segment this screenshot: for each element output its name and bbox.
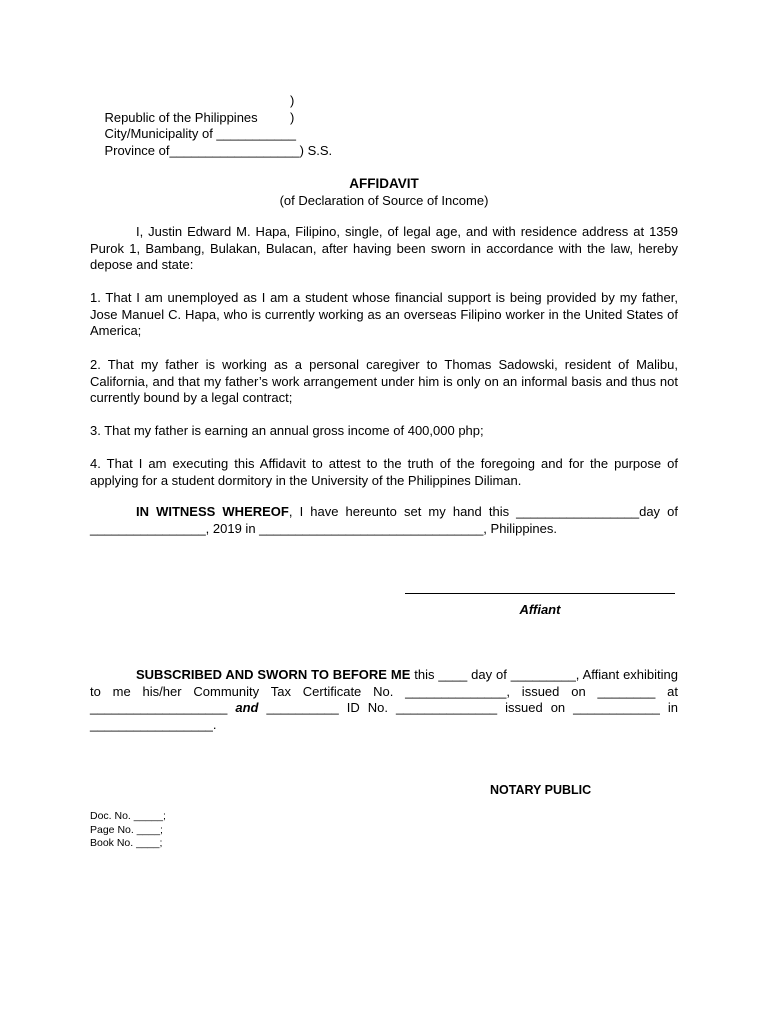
statement-item-1: 1. That I am unemployed as I am a student whose financial support is being provided by my father, Jose Manuel C. Hapa, who is currently working as an overseas Filipino worker in the United States of America; xyxy=(90,290,678,338)
venue-paren: ) xyxy=(290,93,295,108)
jurat-text-1: this ____ day of _________, Affiant exhibiting to me his/her Community Tax Certificate No. ______________, issued on ________ at ___________________ xyxy=(90,667,679,715)
book-number: Book No. ____; xyxy=(90,837,163,849)
witness-text: , I have hereunto set my hand this _________________day of ________________, 2019 in _______________________________, Philippines. xyxy=(90,504,678,536)
witness-lead: IN WITNESS WHEREOF xyxy=(136,504,289,519)
document-references xyxy=(90,810,166,851)
affiant-signature-line xyxy=(405,593,675,594)
page-number: Page No. ____; xyxy=(90,823,163,836)
jurat-paragraph xyxy=(90,667,678,733)
jurat-lead: SUBSCRIBED AND SWORN TO BEFORE ME xyxy=(136,667,411,682)
jurat-text-2: __________ ID No. ______________ issued on ____________ in _________________. xyxy=(90,700,679,732)
venue-block xyxy=(90,93,390,158)
doc-number: Doc. No. _____; xyxy=(90,810,166,822)
document-subtitle: (of Declaration of Source of Income) xyxy=(279,193,489,208)
jurat-and: and xyxy=(235,700,259,715)
intro-paragraph: I, Justin Edward M. Hapa, Filipino, single, of legal age, and with residence address at 1359 Purok 1, Bambang, Bulakan, Bulacan, after having been sworn in accordance with the law, hereby depose and state: xyxy=(90,224,678,272)
venue-line-republic: Republic of the Philippines ) xyxy=(104,93,295,125)
witness-paragraph xyxy=(90,504,678,537)
statement-item-2: 2. That my father is working as a personal caregiver to Thomas Sadowski, resident of Malibu, California, and that my father’s work arrangement under him is only on an informal basis and thus not currently bound by a legal contract; xyxy=(90,357,678,405)
venue-line-city: City/Municipality of ___________ ) xyxy=(104,109,296,141)
venue-paren: ) xyxy=(290,109,295,125)
statement-item-4: 4. That I am executing this Affidavit to attest to the truth of the foregoing and for the purpose of applying for a student dormitory in the University of the Philippines Diliman. xyxy=(90,456,678,488)
affiant-label: Affiant xyxy=(519,602,561,617)
document-title: AFFIDAVIT xyxy=(349,176,419,191)
venue-line-province: Province of__________________) S.S. xyxy=(104,142,333,158)
statement-item-3: 3. That my father is earning an annual gross income of 400,000 php; xyxy=(90,423,484,438)
notary-public-label: NOTARY PUBLIC xyxy=(490,783,592,797)
